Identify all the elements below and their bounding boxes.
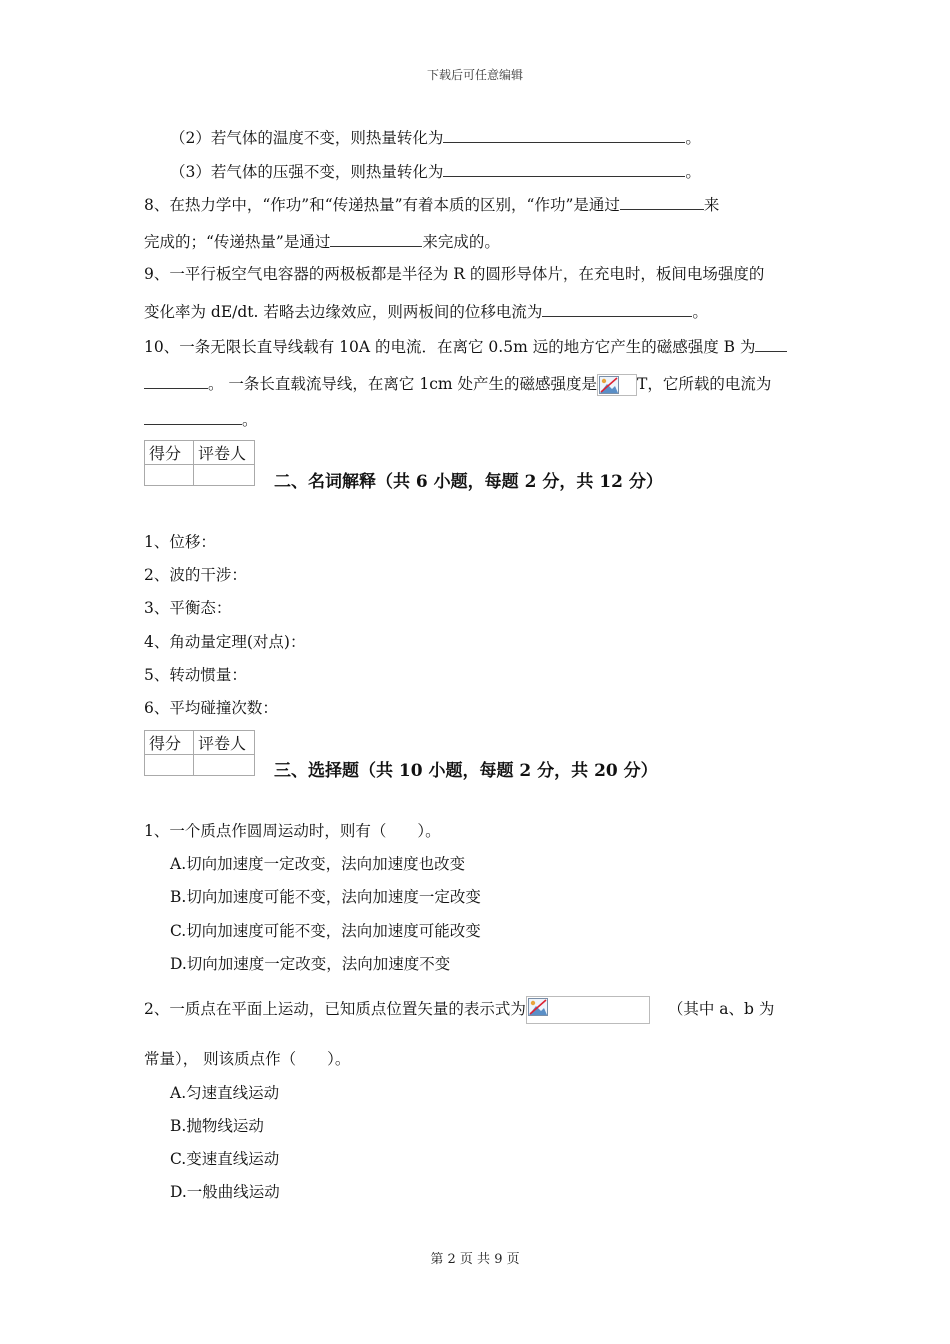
score-cell[interactable] [145, 465, 194, 486]
mc-option[interactable]: A.切向加速度一定改变，法向加速度也改变 [170, 855, 466, 873]
mc-option[interactable]: C.切向加速度可能不变，法向加速度可能改变 [170, 922, 481, 940]
term-item: 4、角动量定理(对点)： [144, 633, 306, 651]
mc-option[interactable]: B.抛物线运动 [170, 1117, 264, 1135]
q7-item-3: （3）若气体的压强不变，则热量转化为 。 [170, 160, 834, 183]
mc-question-2-line-2: 常量）， 则该质点作（ ）。 [144, 1050, 351, 1068]
mc-option[interactable]: B.切向加速度可能不变，法向加速度一定改变 [170, 888, 481, 906]
grader-label: 评卷人 [194, 441, 255, 465]
page-footer: 第 2 页 共 9 页 [430, 1252, 520, 1267]
term-item: 6、平均碰撞次数： [144, 699, 278, 717]
page-header: 下载后可任意编辑 [426, 68, 523, 82]
q8-line-1: 8、在热力学中，“作功”和“传递热量”有着本质的区别，“作功”是通过 来 [144, 193, 808, 216]
score-label: 得分 [145, 441, 194, 465]
grader-cell[interactable] [194, 465, 255, 486]
term-item: 5、转动惯量： [144, 666, 247, 684]
term-item: 1、位移： [144, 533, 216, 551]
q9-line-1: 9、一平行板空气电容器的两极板都是半径为 R 的圆形导体片，在充电时，板间电场强度的 [144, 265, 765, 283]
grader-cell[interactable] [194, 755, 255, 776]
answer-blank[interactable] [144, 408, 242, 425]
mc-question-2: 2、一质点在平面上运动，已知质点位置矢量的表示式为 （其中 a、b 为 [144, 996, 808, 1024]
mc-option[interactable]: D.切向加速度一定改变，法向加速度不变 [170, 955, 451, 973]
mc-question-1: 1、一个质点作圆周运动时，则有（ ）。 [144, 822, 441, 840]
term-item: 3、平衡态： [144, 599, 232, 617]
q10-line-3: 。 [144, 408, 808, 431]
broken-image-icon [597, 374, 637, 396]
q9-line-2: 变化率为 dE/dt. 若略去边缘效应，则两板间的位移电流为 。 [144, 300, 808, 323]
term-item: 2、波的干涉： [144, 566, 247, 584]
answer-blank[interactable] [620, 193, 704, 210]
score-label: 得分 [145, 731, 194, 755]
answer-blank[interactable] [443, 160, 685, 177]
mc-option[interactable]: C.变速直线运动 [170, 1150, 280, 1168]
score-box [144, 730, 255, 776]
broken-image-icon [526, 996, 650, 1024]
q8-line-2: 完成的；“传递热量”是通过 来完成的。 [144, 230, 808, 253]
score-box [144, 440, 255, 486]
q7-item-2: （2）若气体的温度不变，则热量转化为 。 [170, 126, 834, 149]
answer-blank[interactable] [443, 126, 685, 143]
answer-blank[interactable] [330, 230, 422, 247]
answer-blank[interactable] [542, 300, 692, 317]
section-3-title: 三、选择题（共 10 小题，每题 2 分，共 20 分） [274, 761, 658, 781]
grader-label: 评卷人 [194, 731, 255, 755]
answer-blank[interactable] [755, 335, 787, 352]
score-cell[interactable] [145, 755, 194, 776]
mc-option[interactable]: D.一般曲线运动 [170, 1183, 280, 1201]
q10-line-2: 。 一条长直载流导线，在离它 1cm 处产生的磁感强度是 T，它所载的电流为 [144, 372, 808, 396]
answer-blank[interactable] [144, 372, 208, 389]
mc-option[interactable]: A.匀速直线运动 [170, 1084, 280, 1102]
section-2-title: 二、名词解释（共 6 小题，每题 2 分，共 12 分） [274, 472, 663, 492]
q10-line-1: 10、一条无限长直导线载有 10A 的电流．在离它 0.5m 远的地方它产生的磁感强度 B 为 [144, 335, 808, 358]
